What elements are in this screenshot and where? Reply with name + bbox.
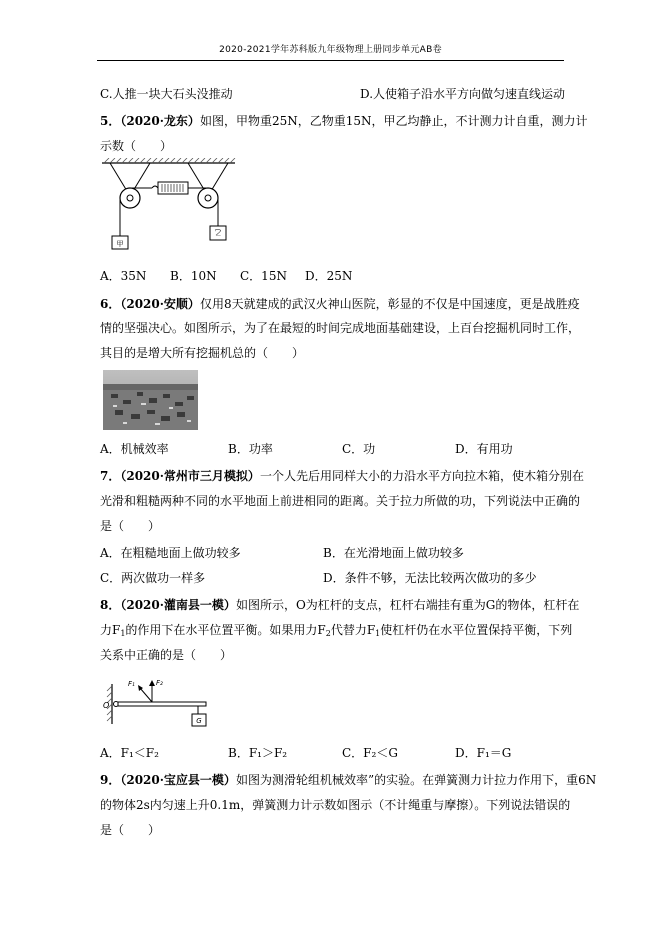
q8-label-g: G <box>196 717 202 725</box>
q6-line3: 其目的是增大所有挖掘机总的（ ） <box>100 346 305 360</box>
q9-number: 9． <box>100 773 121 787</box>
q9-line2: 的物体2s内匀速上升0.1m，弹簧测力计示数如图示（不计绳重与摩擦）。下列说法错误的 <box>100 798 571 812</box>
q8-text1: 如图所示，O为杠杆的支点，杠杆右端挂有重为G的物体，杠杆在 <box>235 598 580 612</box>
q5-option-d: D．25N <box>305 269 353 283</box>
header-rule <box>97 60 564 61</box>
q8-label-o: O <box>103 701 110 710</box>
q8-source: （2020·灌南县一模） <box>120 598 236 612</box>
q8-text2c: 代替力F <box>330 623 376 637</box>
q8-line2 <box>100 622 572 642</box>
q8-text2d: 使杠杆仍在水平位置保持平衡，下列 <box>380 623 573 637</box>
q5-line1 <box>100 113 587 129</box>
q6-option-c: C．功 <box>342 442 376 456</box>
q5-pulley-figure <box>100 158 240 250</box>
q9-line3: 是（ ） <box>100 823 161 837</box>
q7-number: 7． <box>100 469 121 483</box>
q8-option-c: C．F₂＜G <box>342 746 398 760</box>
q5-option-b: B．10N <box>170 269 217 283</box>
q8-sub2: 2 <box>325 629 331 638</box>
q7-line1 <box>100 468 584 484</box>
q7-option-c: C．两次做功一样多 <box>100 571 206 585</box>
q8-text2a: 力F <box>100 623 121 637</box>
q6-option-a: A．机械效率 <box>100 442 169 456</box>
q5-text1: 如图，甲物重25N，乙物重15N，甲乙均静止，不计测力计自重，测力计 <box>199 114 588 128</box>
q5-weight-yi-label: 乙 <box>214 228 222 236</box>
q8-sub1: 1 <box>120 629 126 638</box>
q9-line1 <box>100 772 596 788</box>
q8-sub3: 1 <box>375 629 381 638</box>
q8-text2b: 的作用下在水平位置平衡。如果用力F <box>125 623 326 637</box>
q5-line2: 示数（ ） <box>100 139 173 153</box>
q9-source: （2020·宝应县一模） <box>120 773 236 787</box>
q7-option-b: B．在光滑地面上做功较多 <box>323 546 464 560</box>
q8-lever-figure <box>100 672 212 732</box>
q6-source: （2020·安顺） <box>120 297 200 311</box>
q6-number: 6． <box>100 297 121 311</box>
q7-text1: 一个人先后用同样大小的力沿水平方向拉木箱，使木箱分别在 <box>259 469 584 483</box>
q5-weight-jia-label: 甲 <box>116 240 124 248</box>
q7-option-d: D．条件不够，无法比较两次做功的多少 <box>323 571 537 585</box>
q8-number: 8． <box>100 598 121 612</box>
q5-option-c: C．15N <box>240 269 287 283</box>
q7-line2: 光滑和粗糙两种不同的水平地面上前进相同的距离。关于拉力所做的功，下列说法中正确的 <box>100 494 581 508</box>
q7-line3: 是（ ） <box>100 519 161 533</box>
q5-source: （2020·龙东） <box>120 114 200 128</box>
q9-text1: 如图为测滑轮组机械效率”的实验。在弹簧测力计拉力作用下，重6N <box>235 773 597 787</box>
q8-option-a: A．F₁＜F₂ <box>100 746 159 760</box>
q8-option-b: B．F₁＞F₂ <box>228 746 288 760</box>
q6-line2: 情的坚强决心。如图所示，为了在最短的时间完成地面基础建设，上百台挖掘机同时工作， <box>100 321 581 335</box>
q5-number: 5． <box>100 114 121 128</box>
q8-option-d: D．F₁＝G <box>455 746 512 760</box>
q6-line1 <box>100 296 580 312</box>
q8-label-f2: F₂ <box>156 679 163 687</box>
q6-excavator-photo <box>103 370 198 430</box>
page-header: 2020-2021学年苏科版九年级物理上册同步单元AB卷 <box>219 45 442 55</box>
q5-option-a: A．35N <box>100 269 147 283</box>
q8-line1 <box>100 597 579 613</box>
q8-label-f1: F₁ <box>128 680 135 688</box>
prev-option-d: D.人使箱子沿水平方向做匀速直线运动 <box>360 87 566 101</box>
q6-option-d: D．有用功 <box>455 442 513 456</box>
prev-option-c: C.人推一块大石头没推动 <box>100 87 233 101</box>
q6-option-b: B．功率 <box>228 442 273 456</box>
q6-text1: 仅用8天就建成的武汉火神山医院，彰显的不仅是中国速度，更是战胜疫 <box>199 297 580 311</box>
q7-source: （2020·常州市三月模拟） <box>120 469 260 483</box>
q7-option-a: A．在粗糙地面上做功较多 <box>100 546 241 560</box>
q8-line3: 关系中正确的是（ ） <box>100 648 233 662</box>
